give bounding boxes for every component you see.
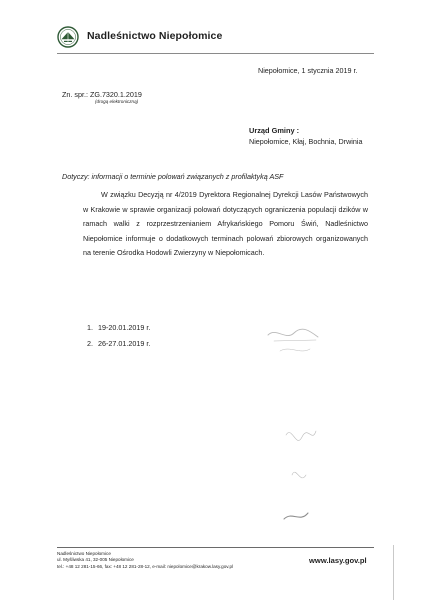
addressee-line: Niepołomice, Kłaj, Bochnia, Drwinia (249, 137, 363, 146)
place-date: Niepołomice, 1 stycznia 2019 r. (258, 66, 358, 75)
list-item-text: 26-27.01.2019 r. (98, 339, 151, 348)
list-item (87, 336, 150, 352)
list-item-number: 1. (87, 323, 93, 332)
signature-mark (266, 325, 326, 545)
scan-edge-line (393, 545, 394, 600)
delivery-note: (drogą elektroniczną) (95, 99, 139, 104)
body-text: W związku Decyzją nr 4/2019 Dyrektora Regionalnej Dyrekcji Lasów Państwowych w Krakowie w sprawie organizacji polowań dotyczących ograniczenia populacji dzików w ramach walki z rozprzestrzenianiem Afrykańskiego Pomoru Świń, Nadleśnictwo Niepołomice informuje o dodatkowych terminach polowań zbiorowych organizowanych na terenie Ośrodka Hodowli Zwierzyny w Niepołomicach. (83, 190, 368, 257)
reference-number: Zn. spr.: ZG.7320.1.2019 (62, 90, 142, 99)
list-item (87, 320, 150, 336)
footer-address: ul. Myśliwska 41, 32-005 Niepołomice (57, 557, 134, 563)
body-paragraph (83, 188, 368, 261)
addressee-title: Urząd Gminy : (249, 126, 300, 135)
list-item-number: 2. (87, 339, 93, 348)
footer-contact (57, 551, 233, 570)
lasy-panstwowe-logo-icon (57, 26, 79, 48)
footer-website: www.lasy.gov.pl (309, 556, 367, 565)
footer-phone-email: tel.: +48 12 281-15-66, fax: +48 12 281-28-12, e-mail: niepolomice@krakow.lasy.gov.pl (57, 563, 234, 569)
footer-org-name: Nadleśnictwo Niepołomice (57, 551, 111, 556)
hunt-dates-list (87, 320, 150, 352)
footer-divider (57, 547, 374, 548)
header-divider (57, 53, 374, 54)
subject-line: Dotyczy: informacji o terminie polowań związanych z profilaktyką ASF (62, 172, 284, 181)
org-name: Nadleśnictwo Niepołomice (87, 30, 223, 42)
list-item-text: 19-20.01.2019 r. (98, 323, 151, 332)
